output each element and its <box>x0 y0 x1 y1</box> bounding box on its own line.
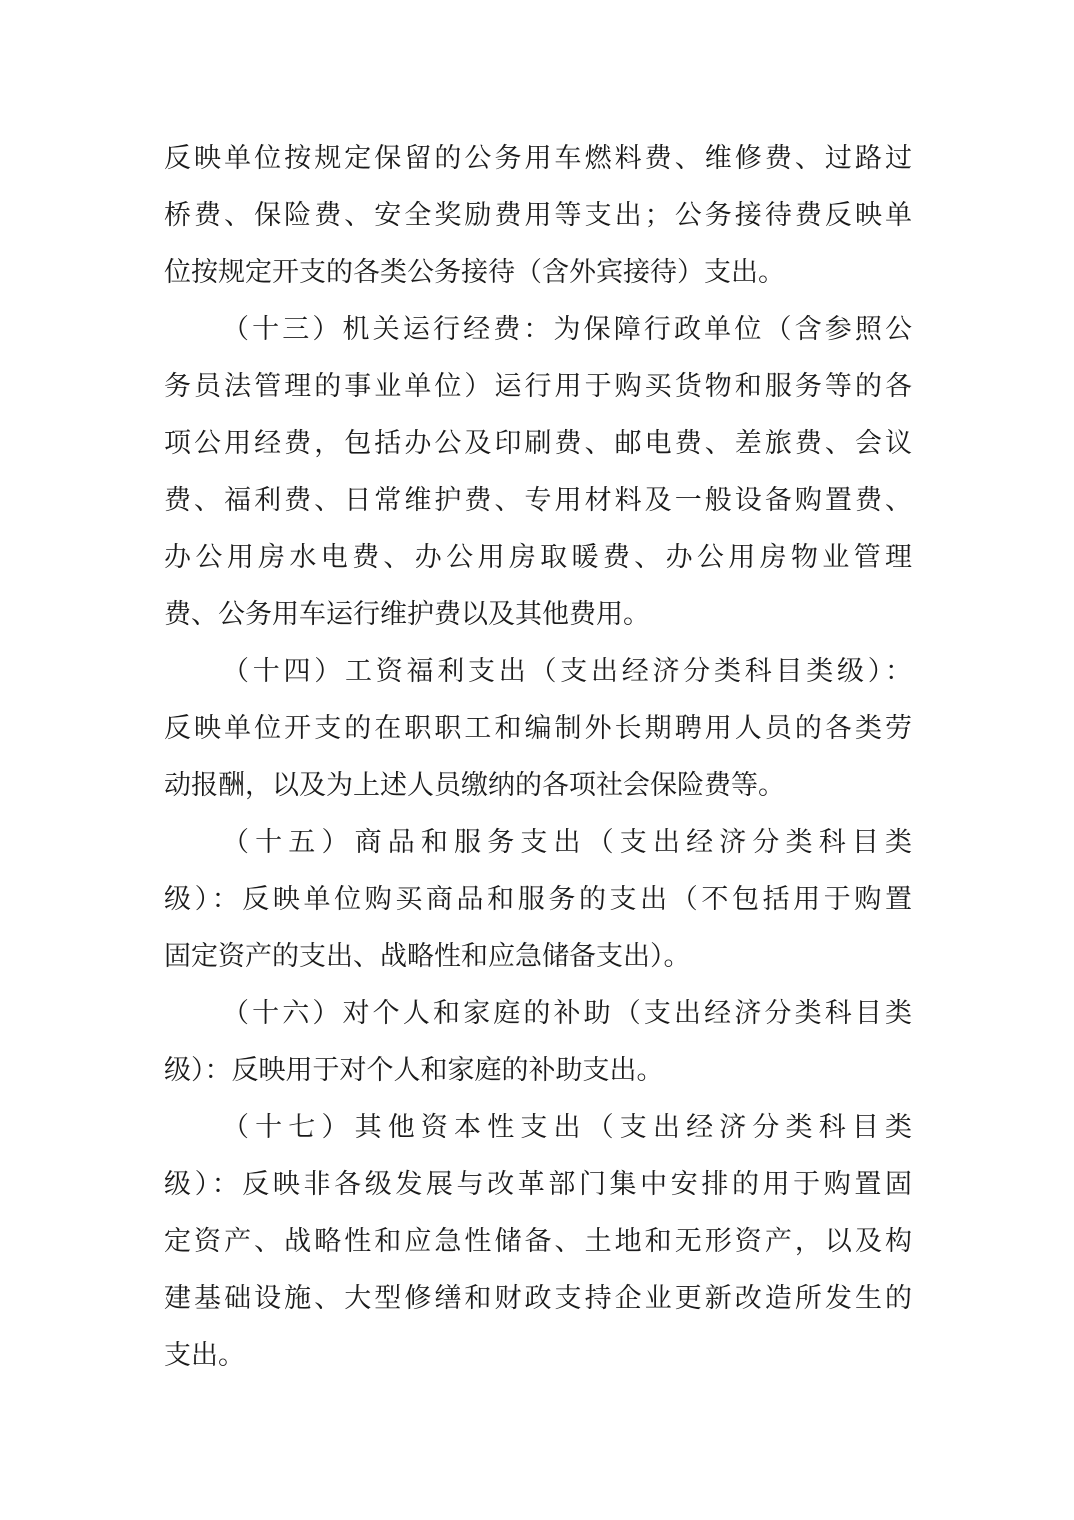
paragraph-first-line: （十七）其他资本性支出（支出经济分类科目类 <box>222 1112 912 1143</box>
paragraph-first-line: （十五）商品和服务支出（支出经济分类科目类 <box>222 827 912 858</box>
document-body <box>164 130 912 1384</box>
text-line: 位按规定开支的各类公务接待（含外宾接待）支出。 <box>164 257 785 288</box>
paragraph-first-line: （十四）工资福利支出（支出经济分类科目类级）： <box>222 656 912 687</box>
text-line: 支出。 <box>164 1340 245 1371</box>
text-line: 固定资产的支出、战略性和应急储备支出）。 <box>164 941 691 972</box>
text-line: 级）：反映非各级发展与改革部门集中安排的用于购置固 <box>164 1169 912 1200</box>
text-line: 级）：反映用于对个人和家庭的补助支出。 <box>164 1055 664 1086</box>
text-line: 反映单位开支的在职职工和编制外长期聘用人员的各类劳 <box>164 713 912 744</box>
text-line: 级）：反映单位购买商品和服务的支出（不包括用于购置 <box>164 884 912 915</box>
text-line: 反映单位按规定保留的公务用车燃料费、维修费、过路过 <box>164 143 912 174</box>
text-line: 建基础设施、大型修缮和财政支持企业更新改造所发生的 <box>164 1283 912 1314</box>
text-line: 费、福利费、日常维护费、专用材料及一般设备购置费、 <box>164 485 912 516</box>
text-line: 定资产、战略性和应急性储备、土地和无形资产，以及构 <box>164 1226 912 1257</box>
text-line: 费、公务用车运行维护费以及其他费用。 <box>164 599 650 630</box>
text-line: 桥费、保险费、安全奖励费用等支出；公务接待费反映单 <box>164 200 912 231</box>
text-line: 办公用房水电费、办公用房取暖费、办公用房物业管理 <box>164 542 912 573</box>
text-line: 动报酬，以及为上述人员缴纳的各项社会保险费等。 <box>164 770 785 801</box>
text-line: 项公用经费，包括办公及印刷费、邮电费、差旅费、会议 <box>164 428 912 459</box>
paragraph-first-line: （十三）机关运行经费：为保障行政单位（含参照公 <box>222 314 912 345</box>
paragraph-first-line: （十六）对个人和家庭的补助（支出经济分类科目类 <box>222 998 912 1029</box>
text-line: 务员法管理的事业单位）运行用于购买货物和服务等的各 <box>164 371 912 402</box>
